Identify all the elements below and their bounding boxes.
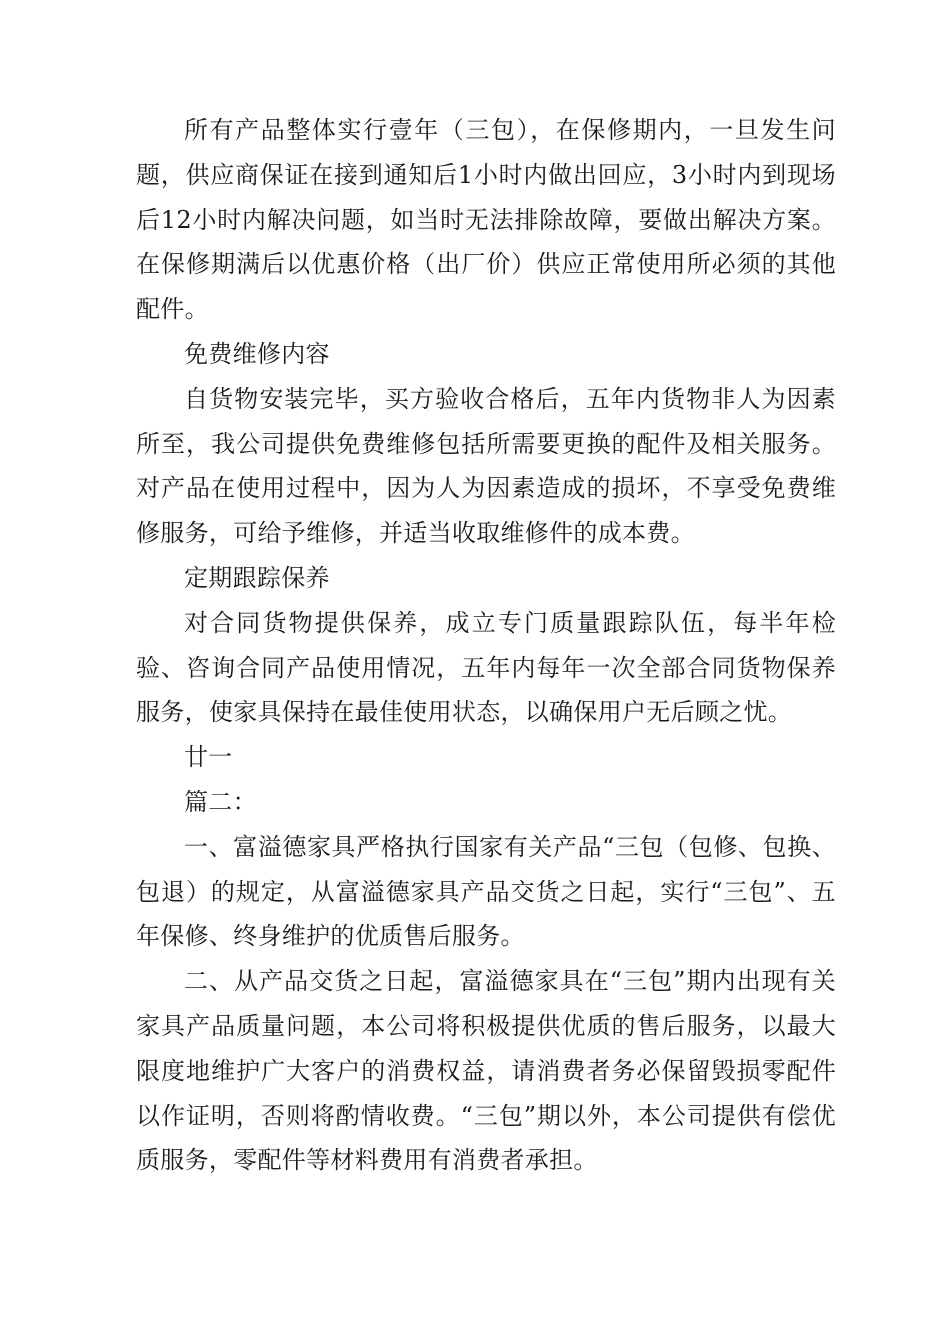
section-number: 廿一: [184, 743, 233, 772]
paragraph-maintenance: 对合同货物提供保养，成立专门质量跟踪队伍，每半年检验、咨询合同产品使用情况，五年内每年一次全部合同货物保养服务，使家具保持在最佳使用状态，以确保用户无后顾之忧。: [136, 608, 836, 727]
heading-free-repair: 免费维修内容: [184, 339, 330, 368]
paragraph-item-one: 一、富溢德家具严格执行国家有关产品“三包（包修、包换、包退）的规定，从富溢德家具产品交货之日起，实行“三包”、五年保修、终身维护的优质售后服务。: [136, 832, 836, 951]
paragraph-free-repair: 自货物安装完毕，买方验收合格后，五年内货物非人为因素所至，我公司提供免费维修包括所需要更换的配件及相关服务。对产品在使用过程中，因为人为因素造成的损坏，不享受免费维修服务，可给予维修，并适当收取维修件的成本费。: [136, 384, 836, 548]
heading-maintenance: 定期跟踪保养: [184, 563, 330, 592]
paragraph-warranty-terms: 所有产品整体实行壹年（三包），在保修期内，一旦发生问题，供应商保证在接到通知后1小时内做出回应，3小时内到现场后12小时内解决问题，如当时无法排除故障，要做出解决方案。在保修期满后以优惠价格（出厂价）供应正常使用所必须的其他配件。: [136, 116, 836, 324]
document-body: [136, 108, 836, 1183]
paragraph-item-two: 二、从产品交货之日起，富溢德家具在“三包”期内出现有关家具产品质量问题，本公司将积极提供优质的售后服务，以最大限度地维护广大客户的消费权益，请消费者务必保留毁损零配件以作证明，否则将酌情收费。“三包”期以外，本公司提供有偿优质服务，零配件等材料费用有消费者承担。: [136, 967, 836, 1175]
section-title-part-two: 篇二：: [184, 787, 257, 816]
